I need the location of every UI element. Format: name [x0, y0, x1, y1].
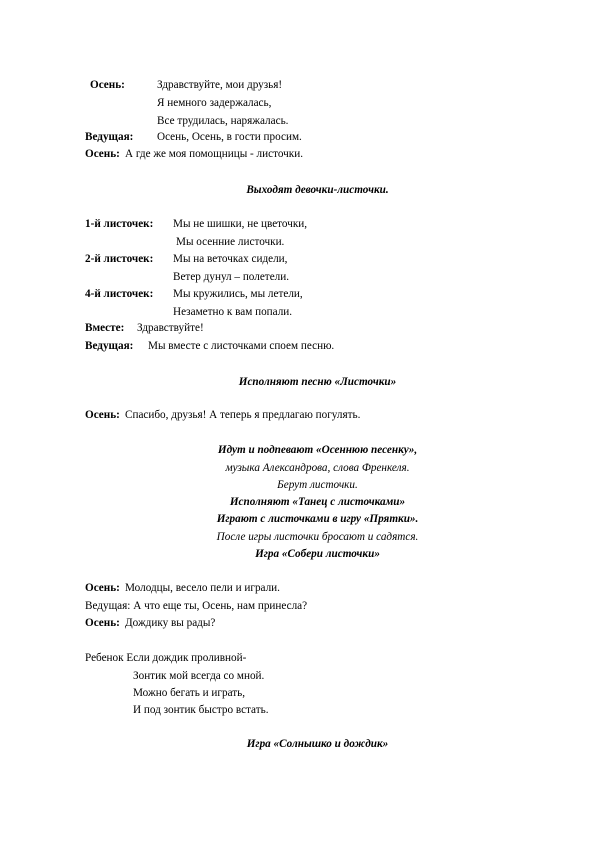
dialogue-line: Мы осенние листочки.: [176, 236, 285, 248]
stage-direction: Игра «Солнышко и дождик»: [246, 738, 389, 750]
dialogue-line: Ведущая: А что еще ты, Осень, нам принесла?: [85, 600, 308, 612]
dialogue-line: Все трудилась, наряжалась.: [157, 115, 289, 127]
dialogue-line: А где же моя помощницы - листочки.: [125, 148, 303, 160]
dialogue-line: Здравствуйте!: [137, 322, 204, 334]
speaker-label: Осень:: [85, 617, 120, 629]
dialogue-line: Можно бегать и играть,: [133, 687, 246, 699]
dialogue-line: Мы кружились, мы летели,: [173, 288, 303, 300]
stage-direction: Берут листочки.: [277, 479, 358, 491]
dialogue-line: Мы вместе с листочками споем песню.: [148, 340, 335, 352]
speaker-label: Ведущая:: [85, 340, 134, 352]
dialogue-line: Спасибо, друзья! А теперь я предлагаю погулять.: [125, 409, 361, 421]
dialogue-line: Молодцы, весело пели и играли.: [125, 582, 280, 594]
stage-direction: Исполняют «Танец с листочками»: [229, 496, 406, 508]
speaker-label: Ведущая:: [85, 131, 134, 143]
dialogue-line: Здравствуйте, мои друзья!: [157, 79, 283, 91]
dialogue-line: Осень, Осень, в гости просим.: [157, 131, 302, 143]
dialogue-line: Ветер дунул – полетели.: [173, 271, 290, 283]
stage-direction: Исполняют песню «Листочки»: [238, 376, 397, 388]
stage-direction: Идут и подпевают «Осеннюю песенку»,: [217, 444, 418, 456]
speaker-label: Осень:: [85, 582, 120, 594]
stage-direction: Выходят девочки-листочки.: [246, 184, 389, 196]
dialogue-line: Дождику вы рады?: [125, 617, 216, 629]
dialogue-line: Зонтик мой всегда со мной.: [133, 670, 265, 682]
speaker-label: Осень:: [90, 79, 125, 91]
stage-direction: Играют с листочками в игру «Прятки».: [216, 513, 419, 525]
stage-direction: Игра «Собери листочки»: [255, 548, 380, 560]
speaker-label: 2-й листочек:: [85, 253, 154, 265]
dialogue-line: Ребенок Если дождик проливной-: [85, 652, 247, 664]
speaker-label: 1-й листочек:: [85, 218, 154, 230]
speaker-label: Вместе:: [85, 322, 125, 334]
dialogue-line: И под зонтик быстро встать.: [133, 704, 269, 716]
stage-direction: После игры листочки бросают и садятся.: [216, 531, 419, 543]
dialogue-line: Незаметно к вам попали.: [173, 306, 293, 318]
dialogue-line: Мы на веточках сидели,: [173, 253, 288, 265]
dialogue-line: Мы не шишки, не цветочки,: [173, 218, 308, 230]
speaker-label: Осень:: [85, 409, 120, 421]
dialogue-line: Я немного задержалась,: [157, 97, 272, 109]
speaker-label: Осень:: [85, 148, 120, 160]
speaker-label: 4-й листочек:: [85, 288, 154, 300]
stage-direction: музыка Александрова, слова Френкеля.: [225, 462, 410, 474]
